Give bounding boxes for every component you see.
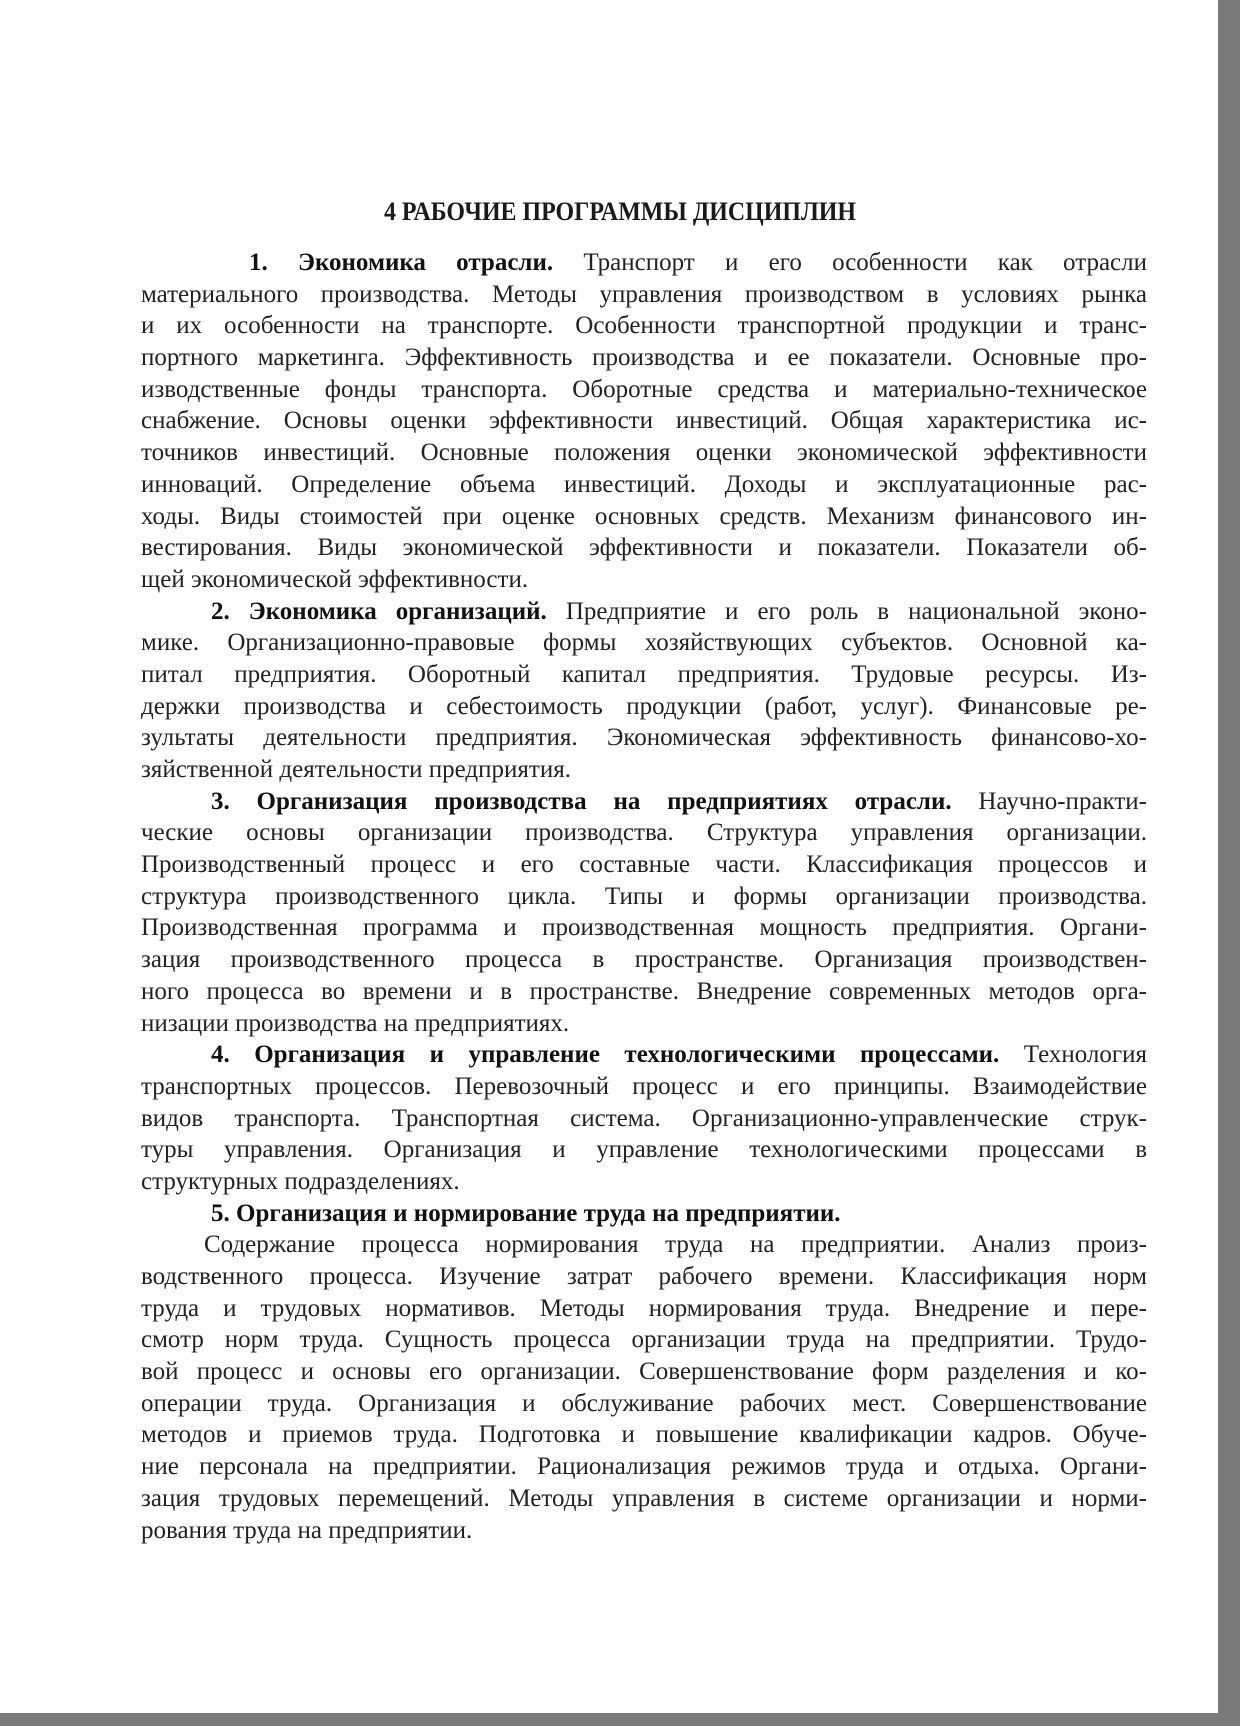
text-line — [141, 405, 1147, 437]
text-line — [141, 944, 1147, 976]
text-line — [141, 817, 1147, 849]
text-line — [141, 1324, 1147, 1356]
line-text: ние персонала на предприятии. Рационализация режимов труда и отдыха. Органи- — [141, 1453, 1147, 1481]
text-line — [141, 1388, 1147, 1420]
text-line — [141, 374, 1147, 406]
line-text: зация трудовых перемещений. Методы управления в системе организации и норми- — [141, 1484, 1147, 1512]
line-text: зация производственного процесса в пространстве. Организация производствен- — [141, 946, 1147, 974]
line-text: и их особенности на транспорте. Особенности транспортной продукции и транс- — [141, 312, 1147, 340]
text-line — [141, 912, 1147, 944]
text-line — [141, 532, 1147, 564]
text-line — [141, 1229, 1147, 1261]
text-line — [141, 1419, 1147, 1451]
text-line — [141, 1293, 1147, 1325]
line-text: инноваций. Определение объема инвестиций. Доходы и эксплуатационные рас- — [141, 470, 1147, 498]
line-text: щей экономической эффективности. — [141, 565, 529, 593]
section-heading: 3. Организация производства на предприятиях отрасли. — [211, 787, 952, 815]
line-text: держки производства и себестоимость продукции (работ, услуг). Финансовые ре- — [141, 692, 1147, 720]
line-text: портного маркетинга. Эффективность производства и ее показатели. Основные про- — [141, 344, 1147, 372]
text-line — [141, 691, 1147, 723]
line-text: ходы. Виды стоимостей при оценке основных средств. Механизм финансового ин- — [141, 502, 1147, 530]
section-heading: 1. Экономика отрасли. — [249, 249, 554, 276]
text-line — [141, 1356, 1147, 1388]
line-text: вой процесс и основы его организации. Совершенствование форм разделения и ко- — [141, 1358, 1147, 1386]
text-line — [141, 1451, 1147, 1483]
text-line — [141, 1039, 1147, 1071]
text-line — [141, 1483, 1147, 1515]
text-line — [141, 1515, 1147, 1547]
text-line — [141, 596, 1147, 628]
text-line — [141, 501, 1147, 533]
line-text: туры управления. Организация и управление технологическими процессами в — [141, 1136, 1147, 1164]
line-text: смотр норм труда. Сущность процесса организации труда на предприятии. Трудо- — [141, 1326, 1147, 1354]
line-text: питал предприятия. Оборотный капитал предприятия. Трудовые ресурсы. Из- — [141, 660, 1147, 688]
line-text: рования труда на предприятии. — [141, 1516, 473, 1544]
text-line — [141, 1071, 1147, 1103]
line-text: ческие основы организации производства. Структура управления организации. — [141, 819, 1147, 847]
line-text: Производственная программа и производственная мощность предприятия. Органи- — [141, 914, 1147, 942]
line-text: Предприятие и его роль в национальной эконо- — [546, 597, 1147, 625]
text-line — [141, 659, 1147, 691]
text-line — [141, 469, 1147, 501]
line-text: транспортных процессов. Перевозочный процесс и его принципы. Взаимодействие — [141, 1072, 1147, 1100]
line-text: водственного процесса. Изучение затрат рабочего времени. Классификация норм — [141, 1263, 1147, 1290]
line-text: зяйственной деятельности предприятия. — [141, 756, 571, 783]
text-line — [141, 754, 1147, 786]
line-text: Транспорт и его особенности как отрасли — [553, 249, 1148, 276]
line-text: изводственные фонды транспорта. Оборотные средства и материально-техническое — [141, 375, 1147, 403]
text-line — [141, 627, 1147, 659]
line-text: видов транспорта. Транспортная система. Организационно-управленческие струк- — [141, 1104, 1147, 1132]
text-line — [141, 279, 1147, 311]
text-line — [141, 1166, 1147, 1198]
line-text: материального производства. Методы управления производством в условиях рынка — [141, 280, 1147, 308]
text-line — [141, 881, 1147, 913]
line-text: вестирования. Виды экономической эффективности и показатели. Показатели об- — [141, 534, 1147, 562]
line-text: структура производственного цикла. Типы и формы организации производства. — [141, 882, 1147, 910]
line-text: низации производства на предприятиях. — [141, 1009, 570, 1037]
line-text: мике. Организационно-правовые формы хозяйствующих субъектов. Основной ка- — [141, 629, 1147, 657]
text-line — [141, 247, 1147, 279]
text-line — [141, 564, 1147, 596]
text-line — [141, 1198, 1147, 1230]
section-heading: 5. Организация и нормирование труда на предприятии. — [211, 1199, 841, 1227]
line-text: Технология — [999, 1041, 1147, 1069]
line-text: зультаты деятельности предприятия. Экономическая эффективность финансово-хо- — [141, 724, 1147, 752]
text-line — [141, 722, 1147, 754]
page-title: 4 РАБОЧИЕ ПРОГРАММЫ ДИСЦИПЛИН — [383, 197, 857, 226]
text-line — [141, 849, 1147, 881]
line-text: структурных подразделениях. — [141, 1167, 460, 1195]
line-text: Научно-практи- — [951, 787, 1147, 815]
text-line — [141, 786, 1147, 818]
line-text: труда и трудовых нормативов. Методы нормирования труда. Внедрение и пере- — [141, 1294, 1147, 1322]
section-heading: 2. Экономика организаций. — [211, 597, 547, 625]
text-line — [141, 310, 1147, 342]
line-text: операции труда. Организация и обслуживание рабочих мест. Совершенствование — [141, 1389, 1147, 1417]
line-text: снабжение. Основы оценки эффективности инвестиций. Общая характеристика ис- — [141, 407, 1147, 435]
line-text: ного процесса во времени и в пространстве. Внедрение современных методов орга- — [141, 977, 1147, 1005]
text-line — [141, 976, 1147, 1008]
text-line — [141, 1134, 1147, 1166]
text-line — [141, 1008, 1147, 1040]
line-text: Производственный процесс и его составные части. Классификация процессов и — [141, 851, 1147, 879]
text-line — [141, 437, 1147, 469]
section-heading: 4. Организация и управление технологическими процессами. — [211, 1041, 1000, 1069]
line-text: методов и приемов труда. Подготовка и повышение квалификации кадров. Обуче- — [141, 1421, 1147, 1449]
line-text: точников инвестиций. Основные положения оценки экономической эффективности — [141, 439, 1147, 467]
line-text: Содержание процесса нормирования труда на предприятии. Анализ произ- — [204, 1231, 1147, 1259]
text-line — [141, 342, 1147, 374]
text-line — [141, 1103, 1147, 1135]
document-body — [141, 247, 1147, 1546]
text-line — [141, 1261, 1147, 1293]
